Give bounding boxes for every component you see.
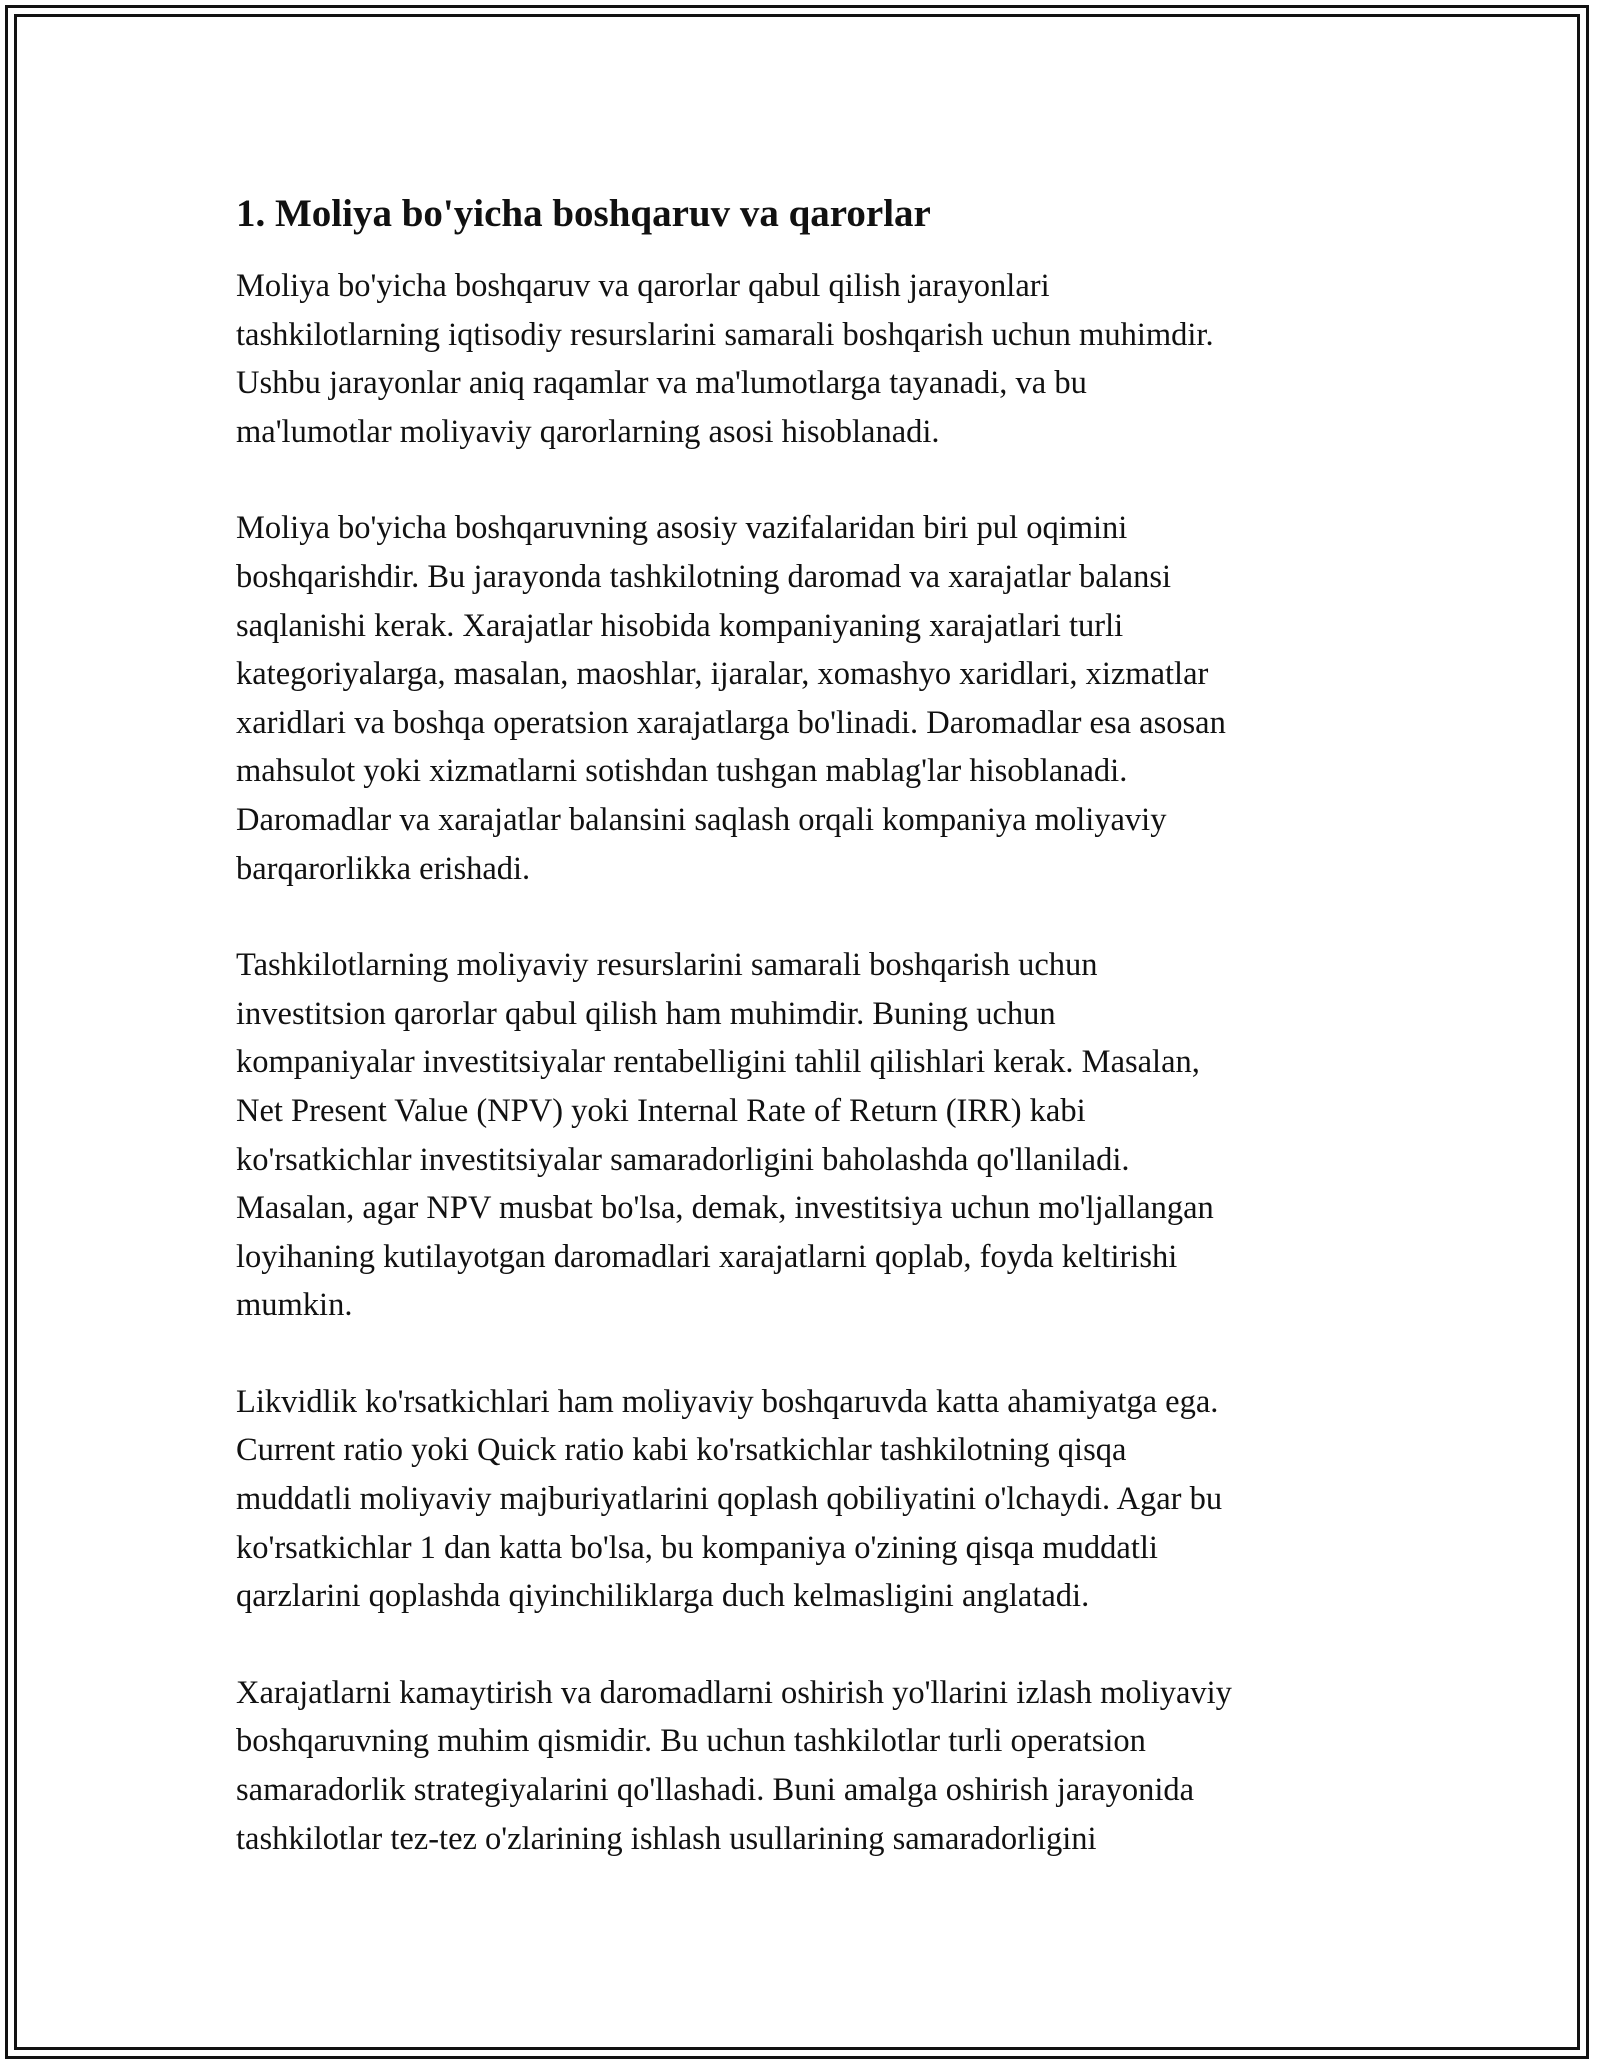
text-line: mahsulot yoki xizmatlarni sotishdan tushgan mablag'lar hisoblanadi.	[236, 753, 1128, 790]
text-line: ko'rsatkichlar 1 dan katta bo'lsa, bu kompaniya o'zining qisqa muddatli	[236, 1529, 1158, 1566]
text-line: Daromadlar va xarajatlar balansini saqlash orqali kompaniya moliyaviy	[236, 801, 1167, 838]
text-line: loyihaning kutilayotgan daromadlari xarajatlarni qoplab, foyda keltirishi	[236, 1238, 1178, 1275]
text-line: Net Present Value (NPV) yoki Internal Rate of Return (IRR) kabi	[236, 1092, 1086, 1129]
text-line: mumkin.	[236, 1287, 353, 1324]
text-line: boshqaruvning muhim qismidir. Bu uchun tashkilotlar turli operatsion	[236, 1723, 1146, 1760]
text-line: Likvidlik ko'rsatkichlari ham moliyaviy boshqaruvda katta ahamiyatga ega.	[236, 1383, 1219, 1420]
text-line: tashkilotlar tez-tez o'zlarining ishlash usullarining samaradorligini	[236, 1820, 1097, 1857]
paragraph-cash-flow	[236, 504, 1376, 893]
text-line: kategoriyalarga, masalan, maoshlar, ijaralar, xomashyo xaridlari, xizmatlar	[236, 656, 1209, 693]
text-line: Xarajatlarni kamaytirish va daromadlarni oshirish yo'llarini izlash moliyaviy	[236, 1674, 1232, 1711]
text-line: qarzlarini qoplashda qiyinchiliklarga duch kelmasligini anglatadi.	[236, 1578, 1090, 1615]
text-line: Moliya bo'yicha boshqaruv va qarorlar qabul qilish jarayonlari	[236, 268, 1050, 304]
text-line: Tashkilotlarning moliyaviy resurslarini samarali boshqarish uchun	[236, 947, 1098, 984]
document-page	[236, 188, 1376, 1911]
text-line: barqarorlikka erishadi.	[236, 850, 531, 887]
text-line: samaradorlik strategiyalarini qo'llashadi. Buni amalga oshirish jarayonida	[236, 1772, 1195, 1809]
text-line: Moliya bo'yicha boshqaruvning asosiy vazifalaridan biri pul oqimini	[236, 510, 1128, 547]
paragraph-liquidity	[236, 1378, 1376, 1621]
text-line: saqlanishi kerak. Xarajatlar hisobida kompaniyaning xarajatlari turli	[236, 607, 1124, 644]
text-line: Ushbu jarayonlar aniq raqamlar va ma'lumotlarga tayanadi, va bu	[236, 365, 1087, 402]
text-line: muddatli moliyaviy majburiyatlarini qoplash qobiliyatini o'lchaydi. Agar bu	[236, 1481, 1223, 1518]
paragraph-cost-reduction	[236, 1669, 1376, 1863]
section-heading: 1. Moliya bo'yicha boshqaruv va qarorlar	[236, 192, 931, 235]
text-line: boshqarishdir. Bu jarayonda tashkilotning daromad va xarajatlar balansi	[236, 558, 1172, 595]
paragraph-intro	[236, 262, 1376, 456]
text-line: investitsion qarorlar qabul qilish ham muhimdir. Buning uchun	[236, 995, 1056, 1032]
text-line: ko'rsatkichlar investitsiyalar samaradorligini baholashda qo'llaniladi.	[236, 1141, 1130, 1178]
text-line: Masalan, agar NPV musbat bo'lsa, demak, investitsiya uchun mo'ljallangan	[236, 1190, 1214, 1227]
text-line: Current ratio yoki Quick ratio kabi ko'rsatkichlar tashkilotning qisqa	[236, 1432, 1127, 1469]
text-line: ma'lumotlar moliyaviy qarorlarning asosi hisoblanadi.	[236, 413, 940, 450]
text-line: tashkilotlarning iqtisodiy resurslarini samarali boshqarish uchun muhimdir.	[236, 316, 1214, 353]
text-line: xaridlari va boshqa operatsion xarajatlarga bo'linadi. Daromadlar esa asosan	[236, 704, 1226, 741]
paragraph-investment	[236, 941, 1376, 1330]
text-line: kompaniyalar investitsiyalar rentabelligini tahlil qilishlari kerak. Masalan,	[236, 1044, 1200, 1081]
